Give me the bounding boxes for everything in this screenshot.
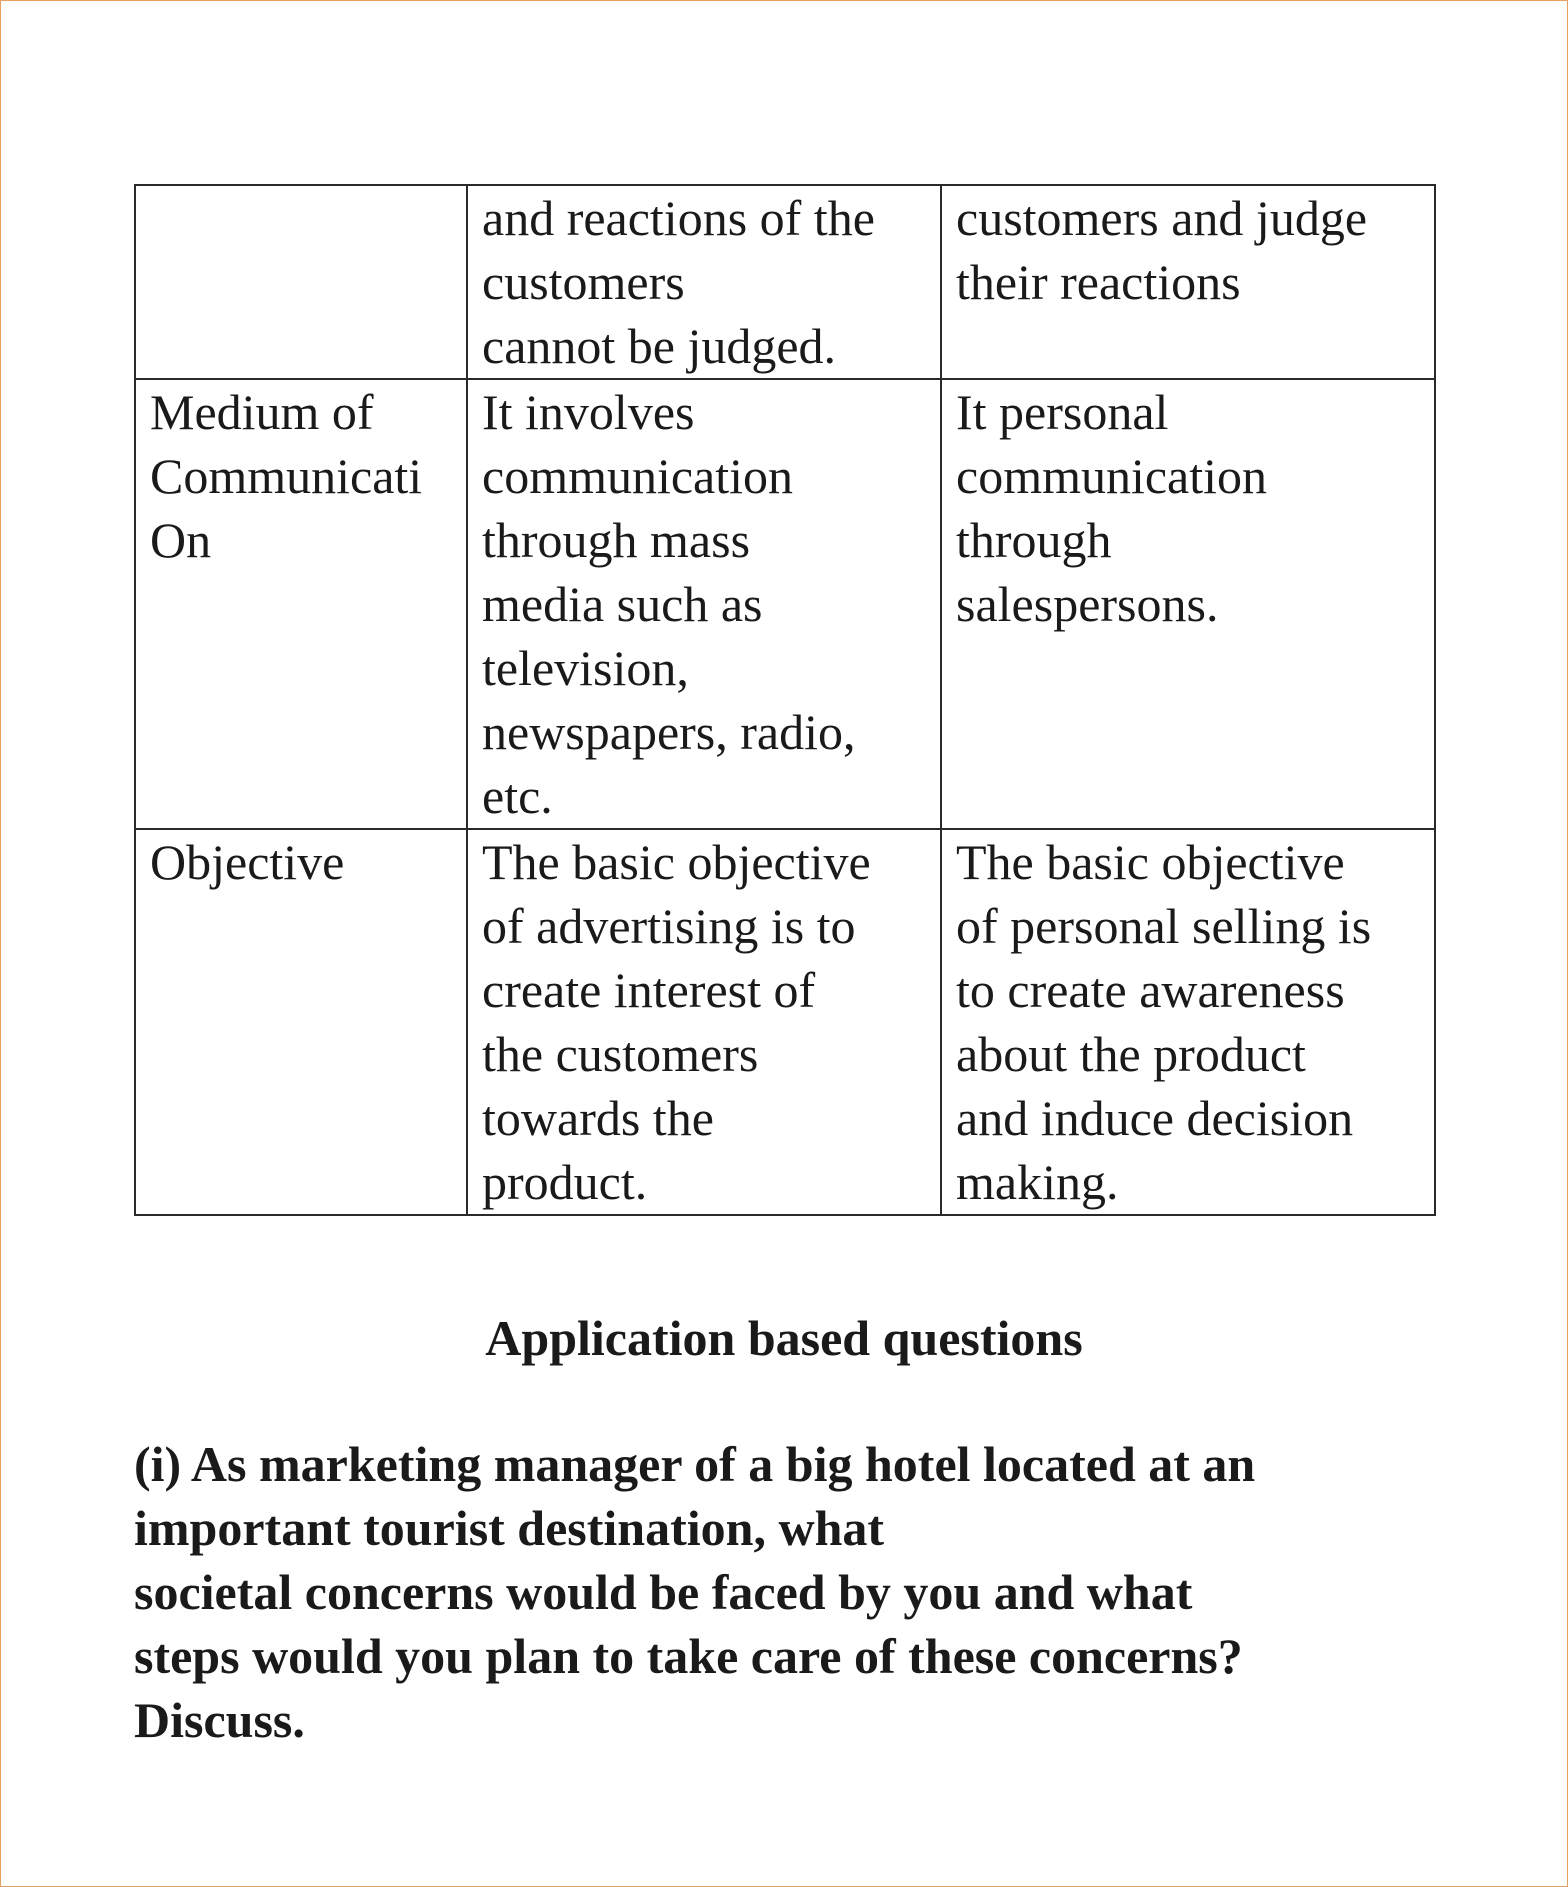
cell-line: The basic objective bbox=[956, 834, 1345, 890]
comparison-table bbox=[134, 184, 1436, 1216]
personal-selling-cell bbox=[941, 829, 1435, 1215]
table-row bbox=[135, 379, 1435, 829]
personal-selling-cell bbox=[941, 379, 1435, 829]
cell-line: television, bbox=[482, 640, 689, 696]
table-row bbox=[135, 185, 1435, 379]
table-row bbox=[135, 829, 1435, 1215]
question-line: important tourist destination, what bbox=[134, 1500, 885, 1556]
cell-line: communication bbox=[956, 448, 1268, 504]
cell-line: The basic objective bbox=[482, 834, 871, 890]
cell-line: to create awareness bbox=[956, 962, 1345, 1018]
cell-line: their reactions bbox=[956, 254, 1241, 310]
cell-line: newspapers, radio, bbox=[482, 704, 856, 760]
cell-line: communication bbox=[482, 448, 794, 504]
cell-line: etc. bbox=[482, 768, 553, 824]
cell-line: salespersons. bbox=[956, 576, 1219, 632]
cell-line: towards the bbox=[482, 1090, 714, 1146]
cell-line: through mass bbox=[482, 512, 751, 568]
question-line: steps would you plan to take care of these concerns? bbox=[134, 1628, 1243, 1684]
cell-line: Medium of bbox=[150, 384, 374, 440]
row-label-cell bbox=[135, 829, 467, 1215]
cell-line: about the product bbox=[956, 1026, 1306, 1082]
cell-line: product. bbox=[482, 1154, 648, 1210]
advertising-cell bbox=[467, 829, 941, 1215]
personal-selling-cell bbox=[941, 185, 1435, 379]
cell-line: create interest of bbox=[482, 962, 816, 1018]
question-line: (i) As marketing manager of a big hotel located at an bbox=[134, 1436, 1256, 1492]
cell-line: It involves bbox=[482, 384, 695, 440]
cell-line: customers and judge bbox=[956, 190, 1368, 246]
advertising-cell bbox=[467, 379, 941, 829]
cell-line: Objective bbox=[150, 834, 345, 890]
cell-line: It personal bbox=[956, 384, 1169, 440]
cell-line: of advertising is to bbox=[482, 898, 856, 954]
cell-line: of personal selling is bbox=[956, 898, 1372, 954]
cell-line: customers bbox=[482, 254, 685, 310]
cell-line: and reactions of the bbox=[482, 190, 875, 246]
question-text bbox=[134, 1432, 1454, 1752]
cell-line: the customers bbox=[482, 1026, 759, 1082]
advertising-cell bbox=[467, 185, 941, 379]
question-line: societal concerns would be faced by you and what bbox=[134, 1564, 1193, 1620]
row-label-cell bbox=[135, 379, 467, 829]
section-heading: Application based questions bbox=[485, 1310, 1083, 1366]
cell-line: making. bbox=[956, 1154, 1119, 1210]
cell-line: media such as bbox=[482, 576, 763, 632]
question-line: Discuss. bbox=[134, 1692, 305, 1748]
cell-line: and induce decision bbox=[956, 1090, 1354, 1146]
cell-line: through bbox=[956, 512, 1112, 568]
row-label-cell bbox=[135, 185, 467, 379]
cell-line: Communicati bbox=[150, 448, 423, 504]
cell-line: cannot be judged. bbox=[482, 318, 837, 374]
cell-line: On bbox=[150, 512, 212, 568]
